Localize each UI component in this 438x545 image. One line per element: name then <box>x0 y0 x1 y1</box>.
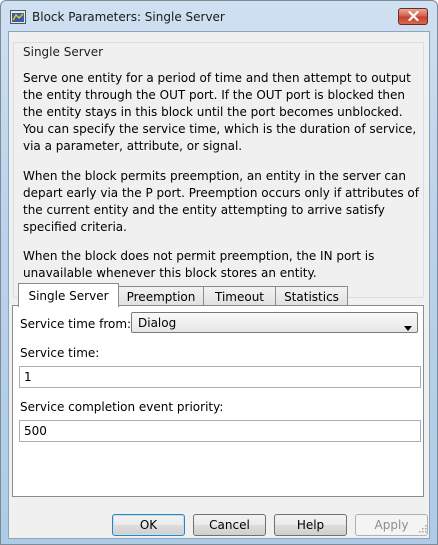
tab-panel <box>12 305 424 497</box>
apply-button[interactable]: Apply <box>355 514 428 536</box>
resize-grip-icon[interactable] <box>417 522 427 536</box>
priority-input[interactable]: 500 <box>19 420 421 442</box>
description-paragraph: When the block does not permit preemption, the IN port is unavailable whenever this block stores an entity. <box>23 249 375 280</box>
tab-statistics[interactable]: Statistics <box>275 286 348 306</box>
tab-single-server[interactable]: Single Server <box>18 283 119 307</box>
service-time-label: Service time: <box>20 346 100 360</box>
simulink-block-icon <box>10 10 26 24</box>
help-button[interactable]: Help <box>274 514 347 536</box>
description-paragraph: When the block permits preemption, an entity in the server can depart early via the P port. Preemption occurs only if attributes of the current entity and the entity attempting to arrive satisfy specified criteria. <box>23 169 419 234</box>
service-time-from-select[interactable] <box>131 312 418 333</box>
dropdown-arrow-icon <box>404 320 412 334</box>
tab-timeout[interactable]: Timeout <box>203 286 276 306</box>
close-icon <box>408 10 419 24</box>
group-title: Single Server <box>20 45 106 59</box>
window-title: Block Parameters: Single Server <box>32 10 225 24</box>
ok-button[interactable]: OK <box>112 514 185 536</box>
cancel-button[interactable]: Cancel <box>193 514 266 536</box>
tab-preemption[interactable]: Preemption <box>118 286 204 306</box>
service-time-input[interactable]: 1 <box>19 366 421 388</box>
title-bar[interactable] <box>1 1 437 31</box>
select-value: Dialog <box>138 316 177 330</box>
description-group <box>13 42 424 298</box>
dialog-body <box>8 31 430 539</box>
service-time-from-label: Service time from: <box>20 317 132 331</box>
close-button[interactable] <box>398 8 428 25</box>
tab-strip <box>12 283 424 306</box>
description-paragraph: Serve one entity for a period of time and then attempt to output the entity through the OUT port. If the OUT port is blocked then the entity stays in this block until the port becomes unblocked. You can specify the service time, which is the duration of service, via a parameter, attribute, or signal. <box>23 71 417 153</box>
priority-label: Service completion event priority: <box>20 400 224 414</box>
